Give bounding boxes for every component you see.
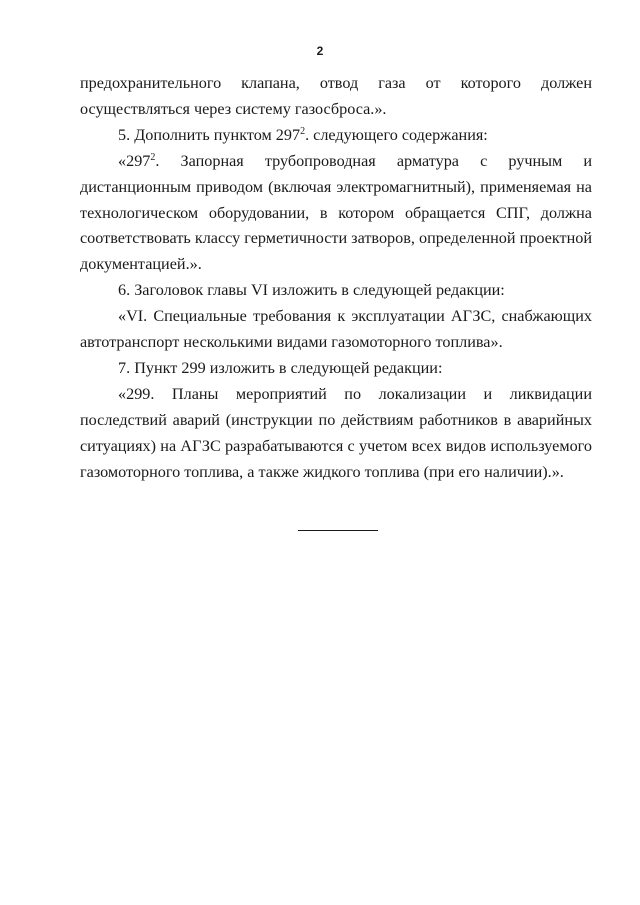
point-297-2-superscript: 2 [150, 151, 156, 163]
paragraph-continuation: предохранительного клапана, отвод газа от которого должен осуществляться через систему газосброса.». [80, 74, 592, 118]
paragraph-item-7: 7. Пункт 299 изложить в следующей редакции: [118, 358, 443, 377]
paragraph-point-297-2 [80, 149, 592, 279]
document-body [80, 71, 592, 486]
paragraph-chapter-vi-title: «VI. Специальные требования к эксплуатации АГЗС, снабжающих автотранспорт несколькими видами газомоторного топлива». [80, 307, 592, 352]
paragraph-point-299: «299. Планы мероприятий по локализации и ликвидации последствий аварий (инструкции по действиям работников в аварийных ситуациях) на АГЗС разрабатываются с учетом всех видов используемого газомоторного топлива, а также жидкого топлива (при его наличии).». [80, 384, 592, 481]
item-5-superscript: 2 [300, 125, 306, 137]
end-divider-line [298, 530, 378, 531]
page-number: 2 [316, 44, 324, 58]
point-297-2-text-start: «297 [118, 151, 151, 170]
item-5-text-end: . следующего содержания: [305, 125, 488, 144]
point-297-2-text-end: . Запорная трубопроводная арматура с ручным и дистанционным приводом (включая электромагнитный), применяемая на технологическом оборудовании, в котором обращается СПГ, должна соответствовать классу герметичности затворов, определенной проектной документацией.». [80, 151, 592, 274]
item-5-text-start: 5. Дополнить пунктом 297 [118, 125, 301, 144]
paragraph-item-5 [80, 123, 592, 149]
paragraph-item-6: 6. Заголовок главы VI изложить в следующей редакции: [118, 281, 505, 300]
